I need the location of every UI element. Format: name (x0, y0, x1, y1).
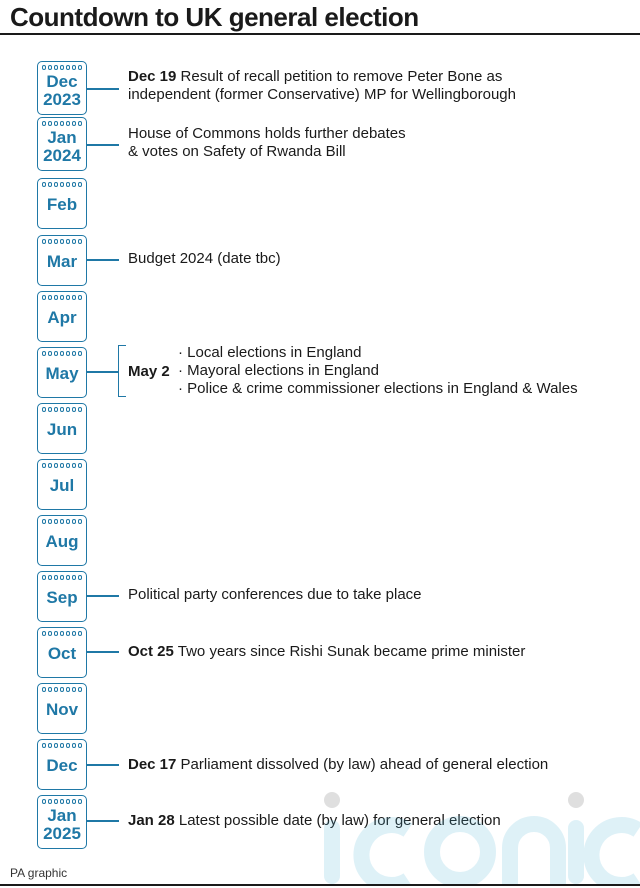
calendar-icon (37, 795, 87, 849)
month-label: Dec (46, 756, 78, 775)
calendar-rings (38, 687, 86, 693)
connector-jan-2024 (87, 144, 119, 146)
month-label: Jan 2025 (43, 806, 81, 843)
month-label: Feb (46, 195, 78, 214)
calendar-rings (38, 631, 86, 637)
may-bracket (118, 345, 126, 397)
event-dec (128, 756, 548, 774)
calendar-icon (37, 347, 87, 398)
title-divider (0, 33, 640, 35)
may-item-mayoral: · Mayoral elections in England (178, 362, 379, 379)
event-dec-2023 (128, 68, 516, 104)
event-text: Two years since Rishi Sunak became prime minister (177, 643, 526, 660)
connector-oct (87, 651, 119, 653)
calendar-icon (37, 235, 87, 286)
event-date: Oct 25 (128, 643, 174, 660)
month-label: Jun (46, 420, 78, 439)
connector-dec-2023 (87, 88, 119, 90)
event-text: Parliament dissolved (by law) ahead of general election (180, 756, 549, 773)
calendar-rings (38, 295, 86, 301)
event-text: & votes on Safety of Rwanda Bill (128, 143, 346, 160)
may-item-pcc: · Police & crime commissioner elections in England & Wales (178, 380, 578, 397)
calendar-rings (38, 743, 86, 749)
calendar-rings (38, 407, 86, 413)
connector-may (87, 371, 118, 373)
event-jan-2024 (128, 125, 406, 161)
calendar-icon (37, 571, 87, 622)
event-jan-2025 (128, 812, 501, 830)
calendar-icon (37, 61, 87, 115)
calendar-icon (37, 627, 87, 678)
calendar-rings (38, 463, 86, 469)
event-sep: Political party conferences due to take place (128, 586, 422, 603)
calendar-icon (37, 515, 87, 566)
source-credit: PA graphic (10, 866, 68, 880)
connector-mar (87, 259, 119, 261)
calendar-icon (37, 178, 87, 229)
event-text: House of Commons holds further debates (128, 125, 406, 142)
event-date: Dec 19 (128, 68, 177, 85)
calendar-icon (37, 403, 87, 454)
calendar-rings (38, 121, 86, 127)
calendar-rings (38, 575, 86, 581)
connector-sep (87, 595, 119, 597)
connector-jan-2025 (87, 820, 119, 822)
event-oct (128, 643, 525, 661)
month-label: Mar (46, 252, 78, 271)
calendar-rings (38, 239, 86, 245)
calendar-icon (37, 459, 87, 510)
calendar-rings (38, 65, 86, 71)
month-label: Aug (45, 532, 79, 551)
month-label: Oct (47, 644, 77, 663)
event-mar: Budget 2024 (date tbc) (128, 250, 281, 267)
month-label: Dec 2023 (43, 72, 81, 109)
calendar-icon (37, 683, 87, 734)
calendar-rings (38, 799, 86, 805)
month-label: Jan 2024 (43, 128, 81, 165)
calendar-rings (38, 182, 86, 188)
month-label: Jul (49, 476, 75, 495)
calendar-icon (37, 117, 87, 171)
iconic-watermark (320, 790, 640, 886)
month-label: Sep (46, 588, 78, 607)
connector-dec (87, 764, 119, 766)
calendar-rings (38, 519, 86, 525)
event-text: Latest possible date (by law) for general election (178, 812, 501, 829)
event-text: Result of recall petition to remove Peter Bone as (180, 68, 503, 85)
calendar-icon (37, 291, 87, 342)
may-item-local: · Local elections in England (178, 344, 362, 361)
calendar-rings (38, 351, 86, 357)
event-date: Dec 17 (128, 756, 177, 773)
month-label: May (45, 364, 79, 383)
footer-divider (0, 884, 640, 886)
month-label: Nov (45, 700, 79, 719)
month-label: Apr (47, 308, 77, 327)
calendar-icon (37, 739, 87, 790)
event-date: Jan 28 (128, 812, 175, 829)
event-text: independent (former Conservative) MP for Wellingborough (128, 86, 516, 103)
event-date-may: May 2 (128, 363, 170, 380)
page-title: Countdown to UK general election (10, 2, 419, 32)
